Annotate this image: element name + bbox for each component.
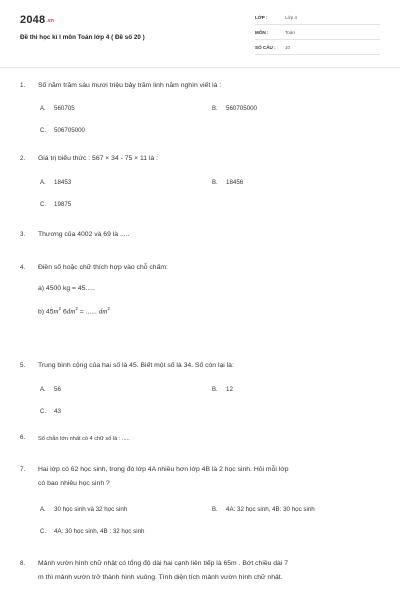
sub-b-mid: 6: [61, 308, 67, 316]
info-label: SỐ CÂU :: [255, 45, 276, 50]
sub-question-b: [38, 306, 110, 315]
option-text: 4A: 30 học sinh, 4B : 32 học sinh: [54, 528, 145, 535]
question-text: Số chẵn lớn nhất có 4 chữ số là : .....: [38, 436, 130, 442]
unit-m: m: [53, 307, 59, 316]
question-text-line-1: Hai lớp có 62 học sinh, trong đó lớp 4A nhiều hơn lớp 4B là 2 học sinh. Hỏi mỗi lớp: [38, 466, 289, 473]
info-value: Toán: [285, 30, 295, 35]
question-number: 3.: [20, 231, 26, 238]
option-text: 18453: [54, 179, 72, 186]
option-letter: B.: [212, 387, 218, 393]
option-text: 30 học sinh và 32 học sinh: [54, 506, 128, 513]
logo-suffix-text: .vn: [46, 18, 55, 24]
question-text: Giá trị biểu thức : 567 × 34 - 75 × 11 là :: [38, 155, 159, 162]
question-text: Điền số hoặc chữ thích hợp vào chỗ chấm:: [38, 264, 168, 271]
question-text: Thương của 4002 và 69 là .....: [38, 231, 130, 238]
sub-b-prefix: b) 45: [38, 308, 54, 316]
info-row-class: [255, 15, 380, 25]
option-c[interactable]: [40, 201, 71, 208]
option-letter: C.: [40, 128, 46, 134]
logo-main-text: 2048: [20, 14, 46, 26]
info-value: Lớp 4: [285, 15, 297, 20]
option-text: 19875: [54, 201, 72, 208]
option-c[interactable]: [40, 528, 144, 535]
option-letter: A.: [40, 507, 46, 513]
option-text: 560705: [54, 105, 75, 112]
question-text-line-2: có bao nhiêu học sinh ?: [38, 480, 110, 487]
question-number: 1.: [20, 82, 26, 89]
superscript: 2: [75, 306, 78, 311]
option-a[interactable]: [40, 105, 75, 112]
exam-header: [0, 0, 400, 68]
option-text: 560705000: [226, 105, 257, 112]
option-text: 4A: 32 học sinh, 4B: 30 học sinh: [226, 506, 315, 513]
question-number: 8.: [20, 560, 26, 567]
option-c[interactable]: [40, 408, 61, 415]
option-text: 506705000: [54, 127, 85, 134]
site-logo[interactable]: [20, 14, 54, 26]
option-text: 56: [54, 386, 61, 393]
option-letter: A.: [40, 180, 46, 186]
option-text: 43: [54, 408, 61, 415]
info-row-count: [255, 45, 380, 55]
option-b[interactable]: [212, 179, 243, 186]
option-a[interactable]: [40, 386, 61, 393]
option-b[interactable]: [212, 386, 233, 393]
info-value: 10: [285, 45, 291, 50]
superscript: 2: [107, 306, 110, 311]
question-number: 6.: [20, 434, 26, 441]
question-text: Số năm trăm sáu mươi triệu bảy trăm linh năm nghìn viết là :: [38, 82, 222, 89]
option-b[interactable]: [212, 105, 257, 112]
question-number: 7.: [20, 466, 26, 473]
option-letter: A.: [40, 106, 46, 112]
option-a[interactable]: [40, 506, 127, 513]
info-row-subject: [255, 30, 380, 40]
option-letter: B.: [212, 106, 218, 112]
option-letter: C.: [40, 409, 46, 415]
exam-title: Đề thi học kì I môn Toán lớp 4 ( Đề số 20 ): [20, 34, 145, 41]
sub-b-eq: = ......: [77, 308, 97, 316]
option-letter: C.: [40, 529, 46, 535]
question-number: 2.: [20, 155, 26, 162]
option-a[interactable]: [40, 179, 71, 186]
question-text-line-2: m thì mảnh vườn trở thành hình vuông. Tính diện tích mảnh vườn hình chữ nhật.: [38, 574, 283, 581]
sub-question-a: a) 4500 kg = 45.....: [38, 285, 95, 292]
unit-dm: dm: [66, 307, 76, 316]
option-text: 12: [226, 386, 233, 393]
option-b[interactable]: [212, 506, 315, 513]
superscript: 2: [58, 306, 62, 311]
option-letter: B.: [212, 180, 218, 186]
option-letter: C.: [40, 202, 46, 208]
unit-dm: dm: [98, 307, 108, 316]
question-number: 5.: [20, 362, 26, 369]
option-c[interactable]: [40, 127, 85, 134]
question-text-line-1: Mảnh vườn hình chữ nhật có tổng độ dài hai cạnh liên tiếp là 65m . Bớt chiều dài 7: [38, 560, 289, 567]
option-text: 18456: [226, 179, 244, 186]
question-number: 4.: [20, 264, 26, 271]
option-letter: B.: [212, 507, 218, 513]
question-text: Trung bình cộng của hai số là 45. Biết một số là 34. Số còn lại là:: [38, 362, 234, 369]
header-divider: [0, 67, 400, 68]
option-letter: A.: [40, 387, 46, 393]
info-label: LỚP :: [255, 15, 268, 20]
info-label: MÔN :: [255, 30, 269, 35]
